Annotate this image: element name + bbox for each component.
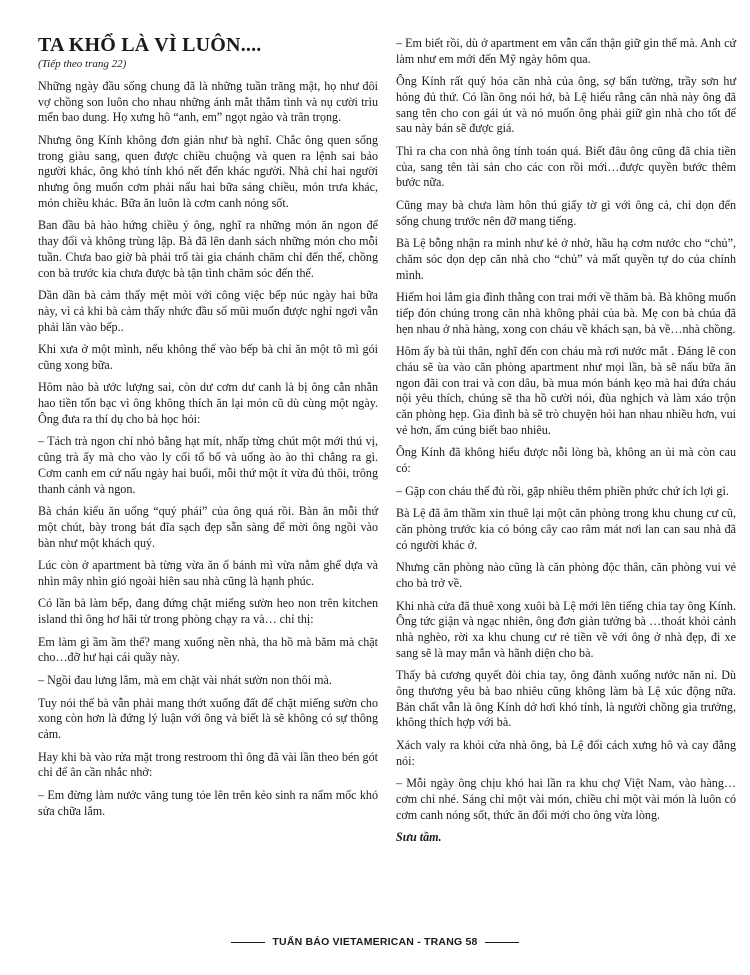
footer-rule-right xyxy=(485,942,519,943)
left-column xyxy=(38,34,378,826)
paragraph: – Mỗi ngày ông chịu khó hai lần ra khu chợ Việt Nam, vào hàng… cơm chỉ nhé. Sáng chỉ một vài món, chiều chỉ một vài món là luôn có cơm canh nóng sốt, thức ăn đổi mới cho ông vừa lòng. xyxy=(396,776,736,822)
paragraph: Hiếm hoi lắm gia đình thằng con trai mới về thăm bà. Bà không muốn tiếp đón chúng trong căn nhà không phải của bà. Mẹ con bà chúa đã hẹn nhau ở nhà hàng, xong con cháu về khách sạn, bà về…nhà chồng. xyxy=(396,290,736,336)
paragraph: – Em đừng làm nước văng tung tóe lên trên kẻo sinh ra nấm mốc khó sửa chữa lắm. xyxy=(38,787,378,818)
paragraph: Bà chán kiểu ăn uống “quý phái” của ông quá rồi. Bàn ăn mỗi thứ một chút, bày trong bát đĩa sạch đẹp sẵn sàng để mời ông ngồi vào bàn như một khách quý. xyxy=(38,504,378,550)
paragraph: Cũng may bà chưa làm hôn thú giấy tờ gì với ông cả, chỉ dọn đến sống chung trước nên đỡ mang tiếng. xyxy=(396,198,736,228)
paragraph: Có lần bà làm bếp, đang đứng chặt miếng sườn heo non trên kitchen island thì ông hơ hãi từ trong phòng chạy ra và… chỉ thị: xyxy=(38,596,378,627)
footer-rule-left xyxy=(231,942,265,943)
paragraph: Khi nhà cửa đã thuê xong xuôi bà Lệ mới lên tiếng chia tay ông Kính. Ông tức giận và ngạc nhiên, ông đơn giản tưởng bà …thoát khỏi cảnh nhà nghèo, rời xa khu chung cư rẻ tiền về với ông ở nhà đẹp, đi xe sang sẽ là may mắn và hãnh diện cho bà. xyxy=(396,598,736,660)
paragraph: Dần dần bà cảm thấy mệt mỏi với công việc bếp núc ngày hai bữa này, vì cả khi bà cảm thấy nhức đầu sổ mũi muốn được nghỉ ngơi vẫn phải lăn vào bếp.. xyxy=(38,288,378,334)
paragraph: – Em biết rồi, dù ở apartment em vẫn cẩn thận giữ gìn thế mà. Anh cứ làm như em mới đến Mỹ ngày hôm qua. xyxy=(396,36,736,66)
footer-text: TUẤN BÁO VIETAMERICAN - TRANG 58 xyxy=(272,936,478,948)
paragraph: Hôm nào bà ước lượng sai, còn dư cơm dư canh là bị ông cằn nhằn hao tiền tốn bạc vì ông không thích ăn lại món cũ dù cùng một ngày. Ông đưa ra thí dụ cho bà học hỏi: xyxy=(38,380,378,426)
paragraph: Em làm gì ầm ầm thế? mang xuống nền nhà, tha hồ mà băm mà chặt cho…đỡ hư hại cái quầy này. xyxy=(38,634,378,665)
paragraph: Ban đầu bà hào hứng chiều ý ông, nghĩ ra những món ăn ngon để thay đổi và không trùng lập. Bà đã lên danh sách những món cho mỗi tuần. Chưa bao giờ bà phải trổ tài gia chánh chăm chỉ đến thế, chồng con bà trước kia chưa được bà tận tình chăm sóc đến thế. xyxy=(38,218,378,280)
article-title: TA KHỔ LÀ VÌ LUÔN.... xyxy=(38,34,262,56)
paragraph: – Tách trà ngon chỉ nhỏ bằng hạt mít, nhấp từng chút một mới thú vị, cũng trà ấy mà cho vào ly cối tổ bố và uống ào ào thì chẳng ra gì. Cơm canh em cứ nấu ngày hai buổi, mỗi thứ một ít vừa đủ thôi, trông thanh cảnh và ngon. xyxy=(38,434,378,496)
paragraph: Lúc còn ở apartment bà từng vừa ăn ổ bánh mì vừa nằm ghế dựa và nhìn mây nhìn gió ngoài hiên sau nhà cũng là hạnh phúc. xyxy=(38,558,378,588)
paragraph: Ông Kính rất quý hóa căn nhà của ông, sợ bẩn tường, trầy sơn hư hỏng đủ thứ. Có lần ông nói hớ, bà Lệ hiểu rằng căn nhà này ông đã sang tên cho con gái út và nó muốn ông phải giữ gìn nhà cho tốt để sau này bán sẽ được giá. xyxy=(396,74,736,136)
paragraph: Thì ra cha con nhà ông tính toán quá. Biết đâu ông cũng đã chia tiền của, sang tên tài sản cho các con rồi mới…được quyền bước thêm bước nữa. xyxy=(396,144,736,190)
paragraph: Khi xưa ở một mình, nếu không thể vào bếp bà chỉ ăn một tô mì gói cũng xong bữa. xyxy=(38,342,378,372)
article-subtitle: (Tiếp theo trang 22) xyxy=(38,58,127,70)
paragraph: Những ngày đầu sống chung đã là những tuần trăng mật, họ như đôi vợ chồng son luôn cho nhau những ánh mắt thắm tình và nụ cười trìu mến bao dung. Họ xưng hô “anh, em” ngọt ngào và trân trọng. xyxy=(38,79,378,125)
paragraph: Tuy nói thế bà vẫn phải mang thớt xuống đất để chặt miếng sườn cho xong còn hơn là đứng lý luận với ông và biết là sẽ không có sự thông cảm. xyxy=(38,695,378,741)
paragraph: Bà Lệ đã âm thầm xin thuê lại một căn phòng trong khu chung cư cũ, căn phòng trước kia có bóng cây cao râm mát nơi lan can sau nhà đã có người khác ở. xyxy=(396,506,736,552)
paragraph: Ông Kính đã không hiểu được nỗi lòng bà, không an ủi mà còn cau có: xyxy=(396,445,736,476)
paragraph: Nhưng căn phòng nào cũng là căn phòng độc thân, căn phòng vui vẻ cho bà trở về. xyxy=(396,560,736,590)
paragraph: Nhưng ông Kính không đơn giản như bà nghĩ. Chắc ông quen sống trong giàu sang, quen được chiều chuộng và quen ra lệnh sai bảo người khác, ông khó tính khó nết đến khác người. Nhà chỉ hai người nhưng ông muốn cơm phải nấu hai bữa sáng chiều, món trưa khác, món chiều khác. Bữa ăn luôn là cơm canh nóng sốt. xyxy=(38,133,378,210)
paragraph: Thấy bà cương quyết đòi chia tay, ông đành xuống nước năn nỉ. Dù ông thương yêu bà bao nhiêu cũng không làm bà Lệ xúc động nữa. Bản chất vẫn là ông Kính dở hơi khó tính, là người chồng gia trưởng, không thích hợp với bà. xyxy=(396,668,736,730)
paragraph: – Gặp con cháu thế đủ rồi, gặp nhiều thêm phiền phức chứ ích lợi gì. xyxy=(396,483,729,498)
paragraph: Xách valy ra khỏi cửa nhà ông, bà Lệ đổi cách xưng hô và cay đắng nói: xyxy=(396,738,736,768)
article-signoff: Sưu tầm. xyxy=(396,830,442,845)
paragraph: Hay khi bà vào rửa mặt trong restroom thì ông đã vài lần theo bén gót chỉ để ân cần nhắc nhở: xyxy=(38,749,378,780)
paragraph: – Ngồi đau lưng lắm, mà em chặt vài nhát sườn non thôi mà. xyxy=(38,673,332,687)
paragraph: Hôm ấy bà tủi thân, nghĩ đến con cháu mà rơi nước mắt . Đáng lẽ con cháu sẽ ùa vào căn phòng apartment như mọi lần, bà sẽ nấu bữa ăn ngon đãi con trai và con dâu, bà mua món bánh kẹo mà hai đứa cháu nội yêu thích, chúng sẽ tha hồ cười nói, đùa nghịch và làm xáo trộn căn phòng hẹp. Gia đình bà sẽ trò chuyện hỏi han nhau nhiều hơn, vui vẻ hơn, ấm cúng biết bao nhiêu. xyxy=(396,344,736,437)
page-footer xyxy=(0,936,750,948)
paragraph: Bà Lệ bỗng nhận ra mình như kẻ ở nhờ, hầu hạ cơm nước cho “chủ”, chăm sóc dọn dẹp căn nhà cho “chủ” và mất quyền tự do của chính mình. xyxy=(396,236,736,282)
right-column xyxy=(396,36,736,853)
